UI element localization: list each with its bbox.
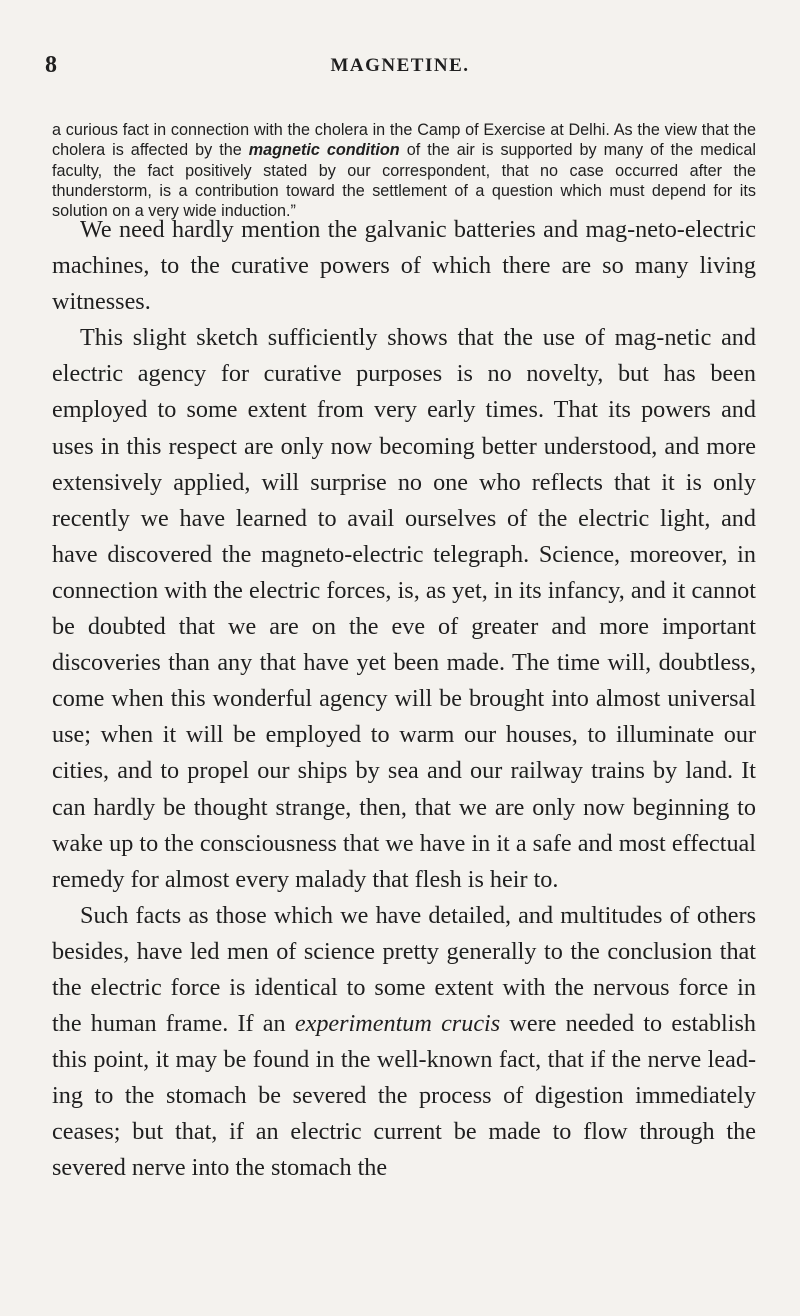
quote-emphasis: magnetic condition xyxy=(248,141,400,160)
quote-text-start: a curious fact in connection with the cholera in the Camp of Exercise at Delhi. As the view that the cholera is affected by the xyxy=(52,121,756,160)
paragraph-galvanic-batteries: We need hardly mention the galvanic batteries and mag-neto-electric machines, to the curative powers of which there are so many living witnesses. xyxy=(52,216,756,316)
latin-phrase: experimentum crucis xyxy=(294,1010,501,1038)
page-number: 8 xyxy=(45,52,57,78)
page-header xyxy=(45,52,755,82)
paragraph-such-facts xyxy=(52,898,756,1187)
paragraph-slight-sketch: This slight sketch sufficiently shows that the use of mag-netic and electric agency for curative purposes is no novelty, but has been employed to some extent from very early times. That its powers and uses in this respect are only now becoming better understood, and more extensively applied, will surprise no one who reflects that it is only recently we have learned to avail ourselves of the electric light, and have discovered the magneto-electric telegraph. Science, moreover, in connection with the electric forces, is, as yet, in its infancy, and it cannot be doubted that we are on the eve of greater and more important discoveries than any that have yet been made. The time will, doubtless, come when this wonderful agency will be brought into almost universal use; when it will be employed to warm our houses, to illuminate our cities, and to propel our ships by sea and our railway trains by land. It can hardly be thought strange, then, that we are only now beginning to wake up to the consciousness that we have in it a safe and most effectual remedy for almost every malady that flesh is heir to. xyxy=(52,324,756,893)
paragraph-text-end: were needed to establish this point, it may be found in the well-known fact, that if the nerve lead-ing to the stomach be severed the process of digestion immediately ceases; but that, if an electric current be made to flow through the severed nerve into the stomach the xyxy=(52,1010,756,1182)
quoted-passage xyxy=(52,120,756,221)
paragraph-text-start: Such facts as those which we have detailed, and multitudes of others besides, have led men of science pretty generally to the conclusion that the electric force is identical to some extent with the nervous force in the human frame. If an xyxy=(52,901,756,1038)
quote-text-end: of the air is supported by many of the medical faculty, the fact positively stated by our correspondent, that no case occurred after the thunderstorm, is a contribution toward the settlement of a question which must depend for its solution on a very wide induction.” xyxy=(52,141,756,221)
running-head: MAGNETINE. xyxy=(330,55,470,76)
body-text xyxy=(52,212,756,1187)
